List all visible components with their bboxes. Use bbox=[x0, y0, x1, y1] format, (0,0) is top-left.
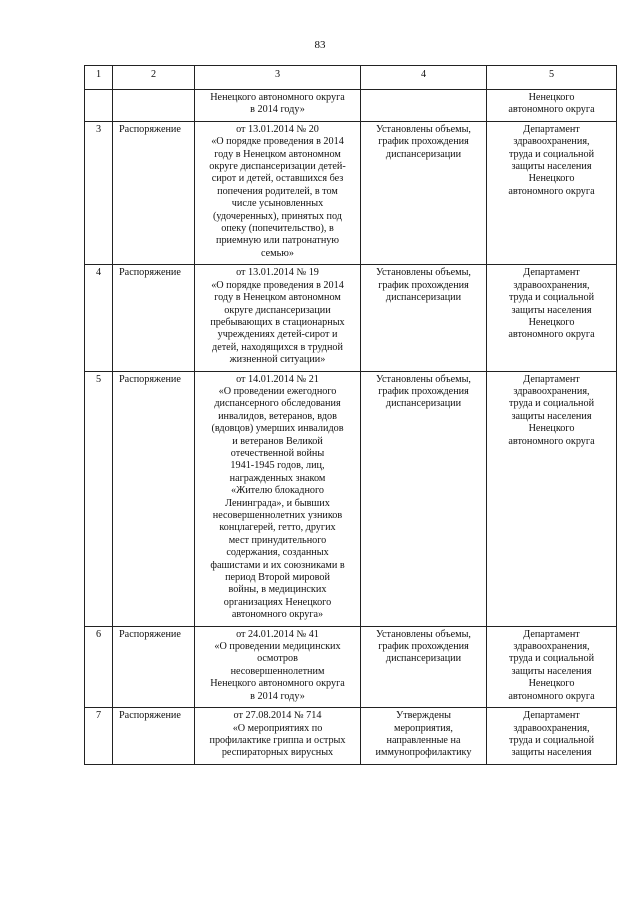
result-text bbox=[361, 90, 487, 122]
header-cell-3: 3 bbox=[195, 66, 361, 90]
executor-text: Департамент здравоохранения, труда и социальной защиты населения Ненецкого автономного округа bbox=[487, 265, 617, 371]
table-row bbox=[85, 708, 617, 765]
document-type: Распоряжение bbox=[113, 265, 195, 371]
row-number: 6 bbox=[85, 626, 113, 707]
document-type: Распоряжение bbox=[113, 626, 195, 707]
document-title: от 27.08.2014 № 714 «О мероприятиях по профилактике гриппа и острых респираторных вирусных bbox=[195, 708, 361, 765]
executor-text: Департамент здравоохранения, труда и социальной защиты населения Ненецкого автономного округа bbox=[487, 626, 617, 707]
row-number: 4 bbox=[85, 265, 113, 371]
row-number bbox=[85, 90, 113, 122]
header-cell-2: 2 bbox=[113, 66, 195, 90]
document-title: от 13.01.2014 № 20 «О порядке проведения в 2014 году в Ненецком автономном округе диспансеризации детей- сирот и детей, оставшихся без попечения родителей, в том числе усыновленных (удочеренных), принятых под опеку (попечительство), в приемную или патронатную семью» bbox=[195, 121, 361, 264]
document-title: Ненецкого автономного округа в 2014 году» bbox=[195, 90, 361, 122]
executor-text: Департамент здравоохранения, труда и социальной защиты населения Ненецкого автономного округа bbox=[487, 121, 617, 264]
result-text: Установлены объемы, график прохождения диспансеризации bbox=[361, 121, 487, 264]
table-row bbox=[85, 121, 617, 264]
header-cell-4: 4 bbox=[361, 66, 487, 90]
table-row bbox=[85, 90, 617, 122]
document-type: Распоряжение bbox=[113, 121, 195, 264]
executor-text: Департамент здравоохранения, труда и социальной защиты населения Ненецкого автономного округа bbox=[487, 371, 617, 626]
executor-text: Ненецкого автономного округа bbox=[487, 90, 617, 122]
table-header-row bbox=[85, 66, 617, 90]
document-title: от 24.01.2014 № 41 «О проведении медицинских осмотров несовершеннолетним Ненецкого автономного округа в 2014 году» bbox=[195, 626, 361, 707]
measures-table bbox=[84, 65, 617, 765]
header-cell-5: 5 bbox=[487, 66, 617, 90]
result-text: Установлены объемы, график прохождения диспансеризации bbox=[361, 265, 487, 371]
table-row bbox=[85, 626, 617, 707]
document-type: Распоряжение bbox=[113, 371, 195, 626]
row-number: 7 bbox=[85, 708, 113, 765]
result-text: Утверждены мероприятия, направленные на иммунопрофилактику bbox=[361, 708, 487, 765]
result-text: Установлены объемы, график прохождения диспансеризации bbox=[361, 626, 487, 707]
document-title: от 13.01.2014 № 19 «О порядке проведения в 2014 году в Ненецком автономном округе диспансеризации пребывающих в стационарных учреждениях детей-сирот и детей, находящихся в трудной жизненной ситуации» bbox=[195, 265, 361, 371]
row-number: 5 bbox=[85, 371, 113, 626]
document-title: от 14.01.2014 № 21 «О проведении ежегодного диспансерного обследования инвалидов, ветеранов, вдов (вдовцов) умерших инвалидов и ветеранов Великой отечественной войны 1941-1945 годов, лиц, награжденных знаком «Жителю блокадного Ленинграда», и бывших несовершеннолетних узников концлагерей, гетто, других мест принудительного содержания, созданных фашистами и их союзниками в период Второй мировой войны, в медицинских организациях Ненецкого автономного округа» bbox=[195, 371, 361, 626]
result-text: Установлены объемы, график прохождения диспансеризации bbox=[361, 371, 487, 626]
row-number: 3 bbox=[85, 121, 113, 264]
table-row bbox=[85, 265, 617, 371]
page-number: 83 bbox=[314, 39, 326, 51]
header-cell-1: 1 bbox=[85, 66, 113, 90]
document-type bbox=[113, 90, 195, 122]
document-type: Распоряжение bbox=[113, 708, 195, 765]
table-row bbox=[85, 371, 617, 626]
executor-text: Департамент здравоохранения, труда и социальной защиты населения bbox=[487, 708, 617, 765]
